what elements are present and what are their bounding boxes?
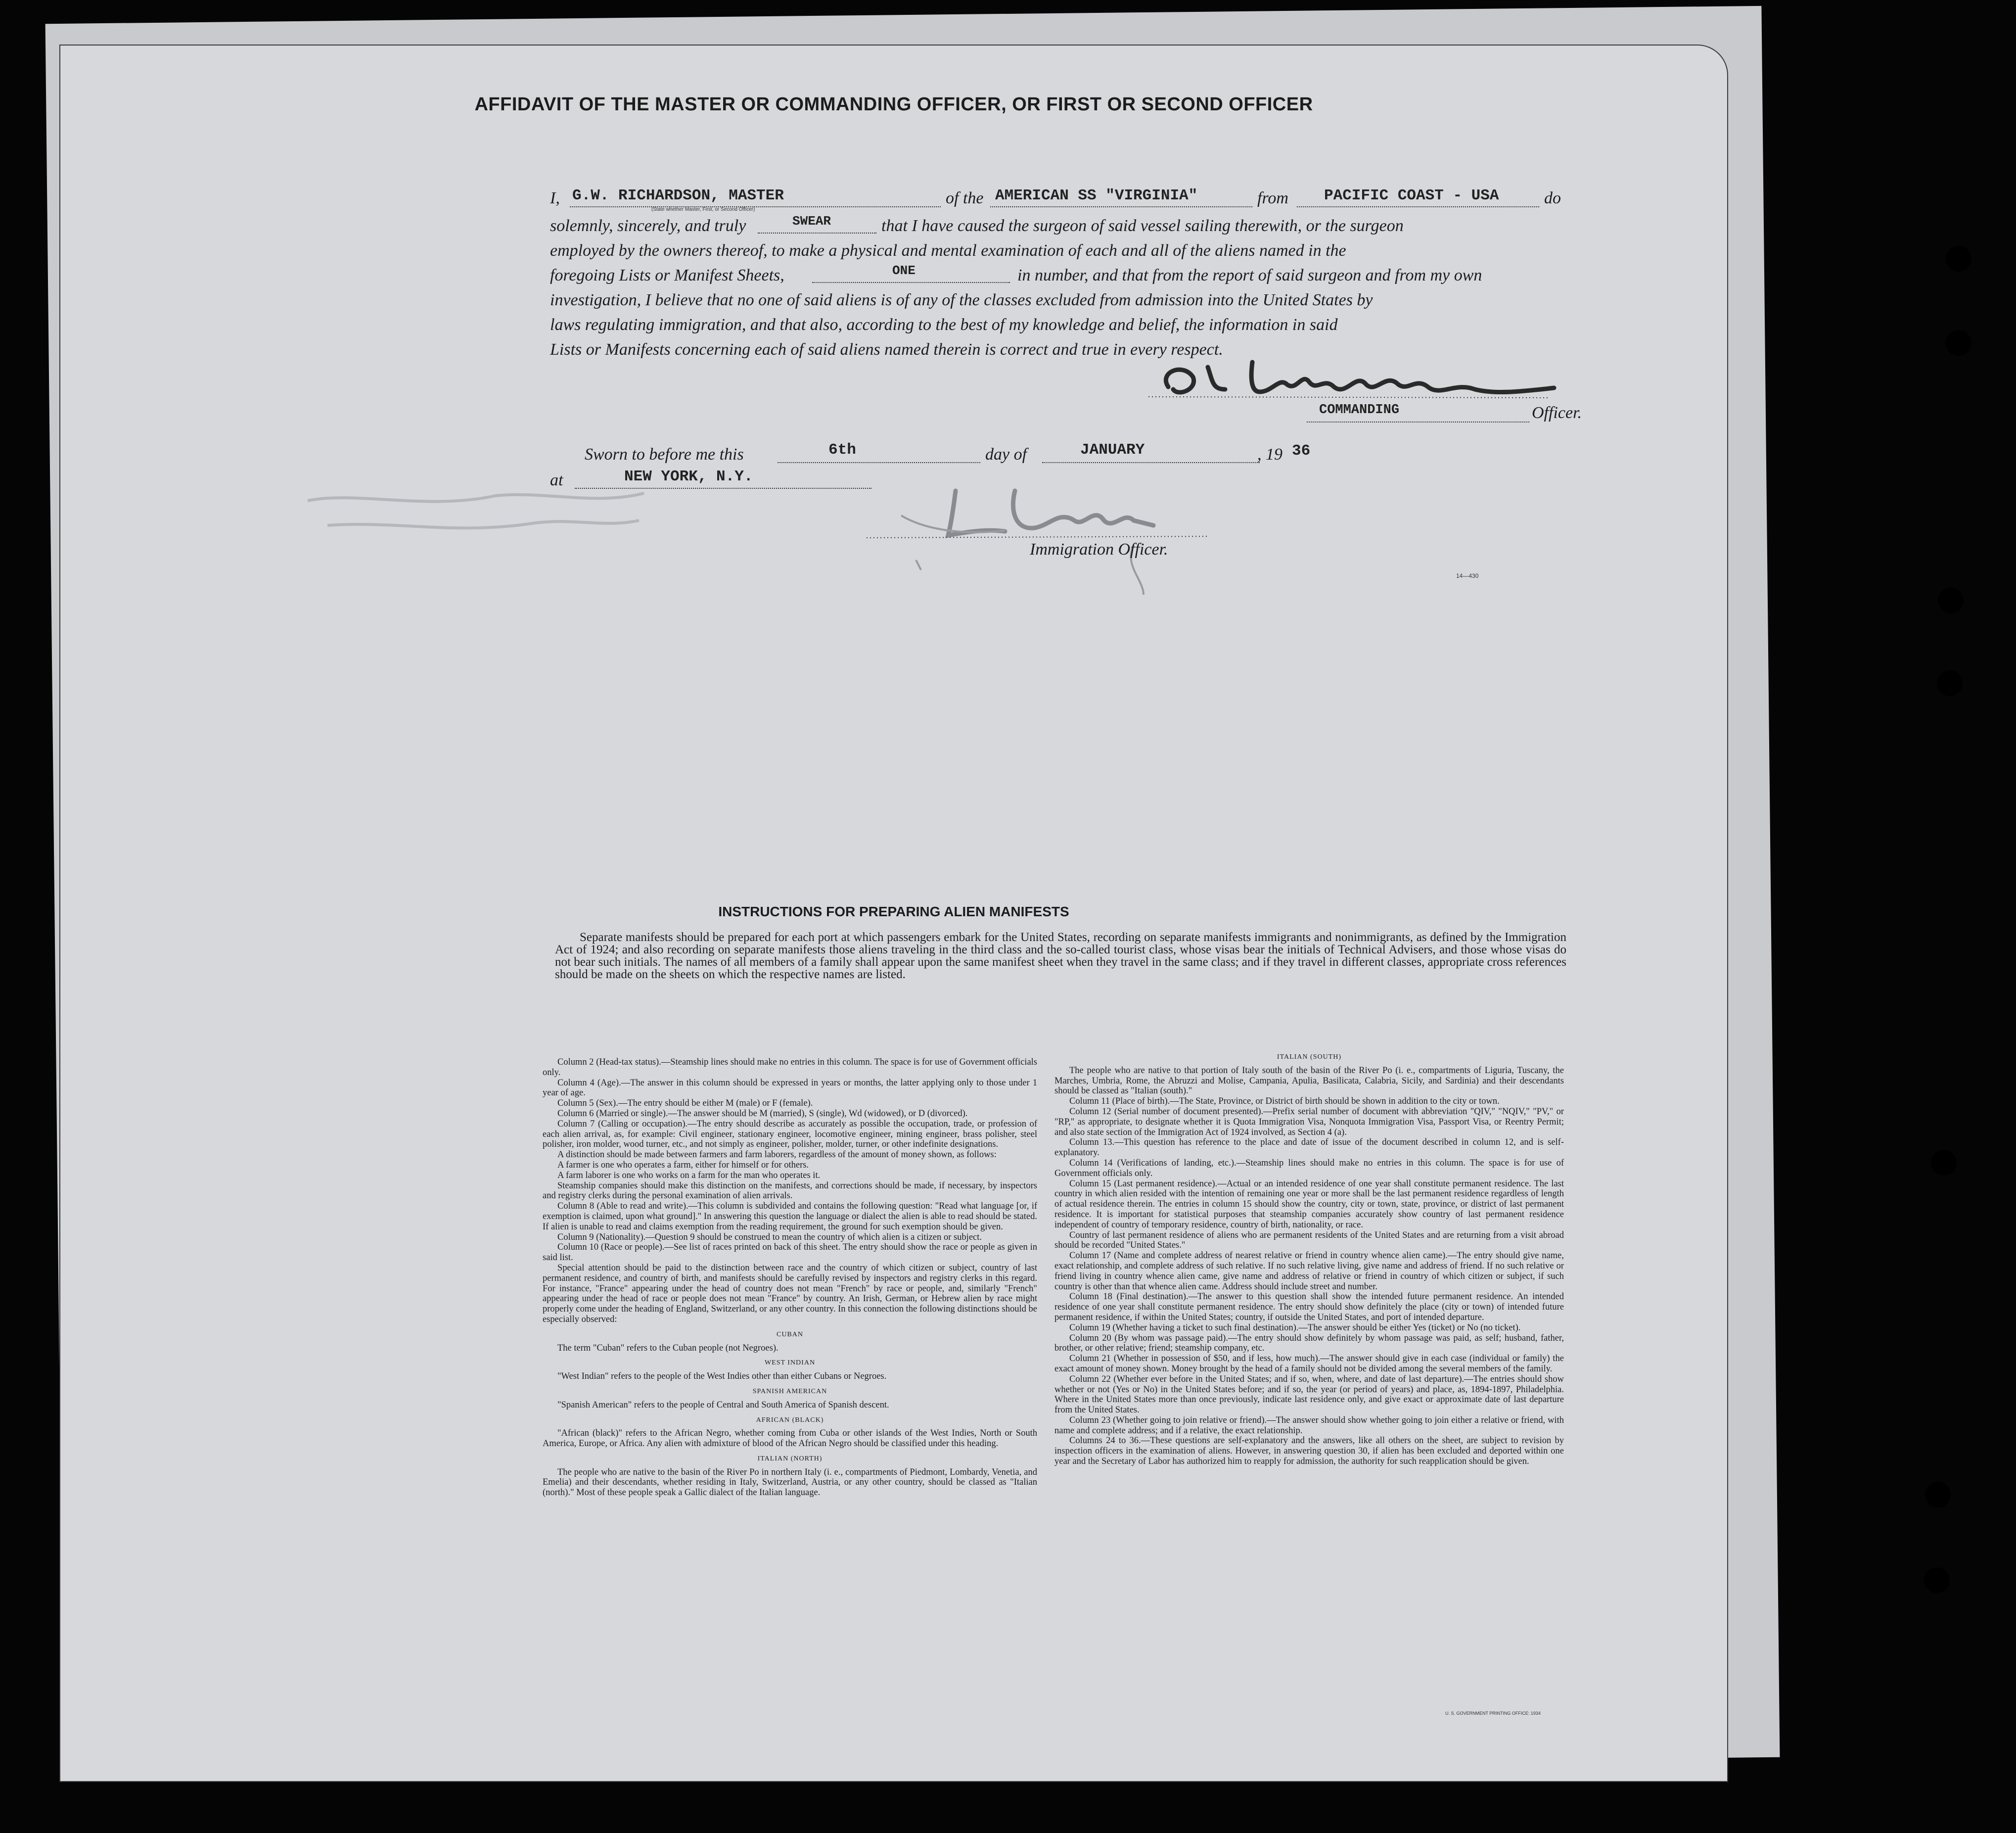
punch-hole bbox=[1938, 588, 1964, 613]
instruction-paragraph: Column 21 (Whether in possession of $50, and if less, how much).—The answer should give in each case (individual or family) the exact amount of money shown. Money brought by the head of a family should not be divided among the several members of the family. bbox=[1054, 1354, 1564, 1374]
rank-note: (State whether Master, First, or Second Officer) bbox=[651, 207, 755, 212]
affidavit-title: AFFIDAVIT OF THE MASTER OR COMMANDING OFFICER, OR FIRST OR SECOND OFFICER bbox=[474, 94, 1313, 115]
instruction-paragraph: Column 9 (Nationality).—Question 9 should be construed to mean the country of which alien is a citizen or subject. bbox=[557, 1232, 982, 1242]
sworn-place-value: NEW YORK, N.Y. bbox=[624, 468, 753, 485]
sworn-text: day of bbox=[985, 445, 1027, 464]
instruction-paragraph: Steamship companies should make this distinction on the manifests, and corrections should be made, if necessary, by inspectors and registry clerks during the personal examination of alien arrivals. bbox=[543, 1180, 1037, 1201]
instruction-paragraph: Column 17 (Name and complete address of nearest relative or friend in country whence alien came).—The entry should give name, exact relationship, and complete address of such relative. If no such relative living, give name and address of friend. If no such relative or friend living in country whence alien came, give name and address of relative or friend in country of which citizen or subject, if such country is other than that whence alien came. Address should include street and number. bbox=[1054, 1251, 1564, 1292]
instruction-paragraph: Column 20 (By whom was passage paid).—The entry should show definitely by whom passage was paid, as self; husband, father, brother, or other relative; friend; steamship company, etc. bbox=[1054, 1333, 1564, 1354]
instruction-paragraph: Column 19 (Whether having a ticket to such final destination).—The answer should be either Yes (ticket) or No (no ticket). bbox=[1069, 1322, 1521, 1333]
day-rule bbox=[778, 462, 980, 463]
instructions-left-column bbox=[543, 1057, 1037, 1498]
section-heading: SPANISH AMERICAN bbox=[752, 1387, 827, 1395]
instruction-paragraph: The people who are native to that portion of Italy south of the basin of the River Po (i. e., compartments of Liguria, Tuscany, the Marches, Umbria, Rome, the Abruzzi and Molise, Campania, Apulia, Basilicata, Calabria, Sicily, and Sardinia) and their descendants should be classed as "Italian (south)." bbox=[1054, 1065, 1564, 1096]
instruction-paragraph: Column 13.—This question has reference to the place and date of issue of the document described in column 12, and is self-explanatory. bbox=[1054, 1137, 1564, 1158]
immigration-officer-signature bbox=[827, 471, 1252, 600]
sworn-text: at bbox=[550, 471, 563, 489]
instructions-right-column bbox=[1054, 1052, 1564, 1467]
sworn-text: Sworn to before me this bbox=[585, 445, 744, 464]
sworn-day-value: 6th bbox=[828, 441, 856, 459]
instruction-paragraph: Column 10 (Race or people).—See list of races printed on back of this sheet. The entry should show the race or people as given in said list. bbox=[543, 1242, 1037, 1263]
bleed-through-marks bbox=[298, 471, 654, 570]
instruction-paragraph: The people who are native to the basin of the River Po in northern Italy (i. e., compartments of Piedmont, Lombardy, Venetia, and Emelia) and their descendants, whether residing in Italy, Switzerland, Austria, or any other country, should be classed as "Italian (north)." Most of these people speak a Gallic dialect of the Italian language. bbox=[543, 1467, 1037, 1498]
instruction-paragraph: Columns 24 to 36.—These questions are self-explanatory and the answers, like all others on the sheet, are subject to revision by inspection officers in the examination of aliens. However, in answering question 30, if alien has been excluded and deported within one year and the Secretary of Labor has authorized him to reapply for admission, the authority for such reapplication should be given. bbox=[1054, 1436, 1564, 1467]
punch-hole bbox=[1925, 1482, 1951, 1507]
oath-value: SWEAR bbox=[792, 214, 831, 229]
name-rule bbox=[570, 206, 941, 207]
affidavit-text: investigation, I believe that no one of said aliens is of any of the classes excluded from admission into the United States by bbox=[550, 291, 1373, 309]
vessel-value: AMERICAN SS "VIRGINIA" bbox=[995, 187, 1198, 204]
printer-note: U. S. GOVERNMENT PRINTING OFFICE: 1934 bbox=[1445, 1711, 1541, 1716]
punch-hole bbox=[1946, 330, 1971, 356]
affidavit-text: do bbox=[1544, 189, 1561, 207]
affidavit-text: solemnly, sincerely, and truly bbox=[550, 217, 746, 235]
sheets-count-value: ONE bbox=[892, 263, 916, 278]
instruction-paragraph: Column 15 (Last permanent residence).—Actual or an intended residence of one year shall constitute permanent residence. The last country in which alien resided with the intention of remaining one year or more shall be the last permanent residence regardless of length of actual residence therein. The entries in column 15 should show the country, city or town, state, province, or district of last permanent residence. It is important for statistical purposes that steamship companies accurately show country of last permanent residence independent of country of temporary residence, country of birth, nationality, or race. bbox=[1054, 1178, 1564, 1230]
affidavit-text: laws regulating immigration, and that also, according to the best of my knowledge and belief, the information in said bbox=[550, 316, 1338, 334]
from-port-value: PACIFIC COAST - USA bbox=[1324, 187, 1499, 204]
instruction-paragraph: Column 18 (Final destination).—The answer to this question shall show the intended future permanent residence. An intended residence of one year shall constitute permanent residence. The entry should show definitely the place (city or town) of intended future permanent residence, if within the United States; country, if outside the United States, and port of intended departure. bbox=[1054, 1292, 1564, 1322]
instruction-paragraph: Column 12 (Serial number of document presented).—Prefix serial number of document with abbreviation "QIV," "NQIV," "PV," or "RP," as appropriate, to designate whether it is Quota Immigration Visa, Nonquota Immigration Visa, Passport Visa, or Reentry Permit; and also state section of the Immigration Act of 1924 involved, as Section 4 (a). bbox=[1054, 1106, 1564, 1137]
oath-rule bbox=[758, 233, 876, 234]
affidavit-text: foregoing Lists or Manifest Sheets, bbox=[550, 266, 784, 284]
instruction-paragraph: Column 4 (Age).—The answer in this column should be expressed in years or months, the latter applying only to those under 1 year of age. bbox=[543, 1078, 1037, 1098]
section-heading: AFRICAN (BLACK) bbox=[756, 1416, 824, 1424]
instruction-paragraph: A distinction should be made between farmers and farm laborers, regardless of the amount of money shown, as follows: bbox=[557, 1150, 997, 1160]
instruction-paragraph: Column 6 (Married or single).—The answer should be M (married), S (single), Wd (widowed), or D (divorced). bbox=[557, 1108, 968, 1119]
instruction-paragraph: Column 8 (Able to read and write).—This column is subdivided and contains the following question: "Read what language [or, if exemption is claimed, upon what ground]." In answering this question the language or dialect the alien is able to read should be stated. If alien is unable to read and claims exemption from the reading requirement, the ground for such exemption should be given. bbox=[543, 1201, 1037, 1232]
rank-rule bbox=[1307, 422, 1529, 423]
instruction-paragraph: Column 5 (Sex).—The entry should be either M (male) or F (female). bbox=[557, 1098, 813, 1109]
instruction-paragraph: Column 2 (Head-tax status).—Steamship lines should make no entries in this column. The space is for use of Government officials only. bbox=[543, 1057, 1037, 1078]
sheets-rule bbox=[812, 282, 1010, 283]
punch-hole bbox=[1924, 1567, 1950, 1593]
instruction-paragraph: "Spanish American" refers to the people of Central and South America of Spanish descent. bbox=[557, 1400, 889, 1410]
instruction-paragraph: A farmer is one who operates a farm, either for himself or for others. bbox=[557, 1160, 809, 1170]
instructions-intro: Separate manifests should be prepared for each port at which passengers embark for the United States, recording on separate manifests immigrants and nonimmigrants, as defined by the Immigration Act of 1924; and also recording on separate manifests those aliens traveling in the third class and the so-called tourist class, whose visas bear the initials of Technical Advisers, and those whose visas do not bear such initials. The names of all members of a family shall appear upon the same manifest sheet when they travel in the same class; and if they travel in different classes, appropriate cross references should be made on the sheets on which the respective names are listed. bbox=[555, 931, 1566, 981]
affidavit-text: from bbox=[1257, 189, 1288, 207]
manifest-page bbox=[60, 46, 1727, 1781]
affidavit-text: Lists or Manifests concerning each of said aliens named therein is correct and true in every respect. bbox=[550, 340, 1223, 359]
rank-value: COMMANDING bbox=[1319, 403, 1400, 418]
section-heading: WEST INDIAN bbox=[764, 1359, 816, 1367]
instruction-paragraph: "West Indian" refers to the people of the West Indies other than either Cubans or Negroes. bbox=[557, 1371, 887, 1382]
sworn-year-value: 36 bbox=[1292, 442, 1311, 460]
instruction-paragraph: Country of last permanent residence of aliens who are permanent residents of the United States and are returning from a visit abroad should be recorded "United States." bbox=[1054, 1230, 1564, 1251]
instruction-paragraph: Column 22 (Whether ever before in the United States; and if so, when, where, and date of last departure).—The entries should show whether or not (Yes or No) in the United States before; and if so, the year (or period of years) and place, as, 1894-1897, Philadelphia. Where in the United States more than once previously, indicate last residence only, and give exact or approximate date of last departure from the United States. bbox=[1054, 1374, 1564, 1415]
instruction-paragraph: Column 11 (Place of birth).—The State, Province, or District of birth should be shown in addition to the city or town. bbox=[1069, 1096, 1500, 1107]
instruction-paragraph: Special attention should be paid to the distinction between race and the country of which citizen or subject, country of last permanent residence, and country of birth, and manifests should be carefully revised by inspectors and registry clerks in this regard. For instance, "France" appearing under the head of country does not mean "French" by race or people, and, similarly "French" appearing under the head of race or people does not mean "France" by country. An Irish, German, or Hebrew alien by race might properly come under the heading of England, Switzerland, or any other country. In this connection the following distinctions should be especially observed: bbox=[543, 1263, 1037, 1324]
affidavit-text: that I have caused the surgeon of said vessel sailing therewith, or the surgeon bbox=[881, 217, 1404, 235]
vessel-rule bbox=[990, 206, 1252, 207]
instructions-title: INSTRUCTIONS FOR PREPARING ALIEN MANIFESTS bbox=[718, 904, 1069, 919]
instruction-paragraph: "African (black)" refers to the African Negro, whether coming from Cuba or other islands of the West Indies, North or South America, Europe, or Africa. Any alien with admixture of blood of the African Negro should be classified under this heading. bbox=[543, 1428, 1037, 1449]
officer-name-value: G.W. RICHARDSON, MASTER bbox=[572, 187, 784, 204]
punch-hole bbox=[1937, 670, 1963, 696]
from-rule bbox=[1297, 206, 1539, 207]
immigration-officer-label: Immigration Officer. bbox=[1030, 540, 1168, 559]
affidavit-text: of the bbox=[946, 189, 984, 207]
instruction-paragraph: The term "Cuban" refers to the Cuban people (not Negroes). bbox=[557, 1343, 779, 1353]
punch-hole bbox=[1946, 246, 1971, 272]
affidavit-text: I, bbox=[550, 189, 560, 207]
punch-hole bbox=[1931, 1150, 1957, 1175]
month-rule bbox=[1042, 462, 1260, 463]
officer-label: Officer. bbox=[1532, 404, 1582, 422]
master-signature bbox=[1139, 342, 1564, 412]
section-heading: ITALIAN (SOUTH) bbox=[1277, 1053, 1342, 1061]
instruction-paragraph: Column 7 (Calling or occupation).—The entry should describe as accurately as possible the occupation, trade, or profession of each alien arrival, as, for example: Civil engineer, stationary engineer, locomotive engineer, mining engineer, brass polisher, steel polisher, iron molder, wood turner, etc., and not simply as engineer, polisher, molder, turner, or other indefinite designations. bbox=[543, 1119, 1037, 1150]
instruction-paragraph: Column 23 (Whether going to join relative or friend).—The answer should show whether going to join either a relative or friend, with name and complete address; and if a relative, the exact relationship. bbox=[1054, 1415, 1564, 1436]
section-heading: ITALIAN (NORTH) bbox=[757, 1455, 823, 1462]
instruction-paragraph: A farm laborer is one who works on a farm for the man who operates it. bbox=[557, 1170, 821, 1180]
sworn-month-value: JANUARY bbox=[1080, 441, 1145, 459]
section-heading: CUBAN bbox=[776, 1330, 803, 1338]
affidavit-text: in number, and that from the report of said surgeon and from my own bbox=[1017, 266, 1482, 284]
affidavit-text: employed by the owners thereof, to make a physical and mental examination of each and all of the aliens named in the bbox=[550, 241, 1346, 260]
sworn-text: , 19 bbox=[1257, 445, 1283, 464]
form-number: 14—430 bbox=[1456, 572, 1479, 579]
instruction-paragraph: Column 14 (Verifications of landing, etc.).—Steamship lines should make no entries in this column. The space is for use of Government officials only. bbox=[1054, 1158, 1564, 1178]
